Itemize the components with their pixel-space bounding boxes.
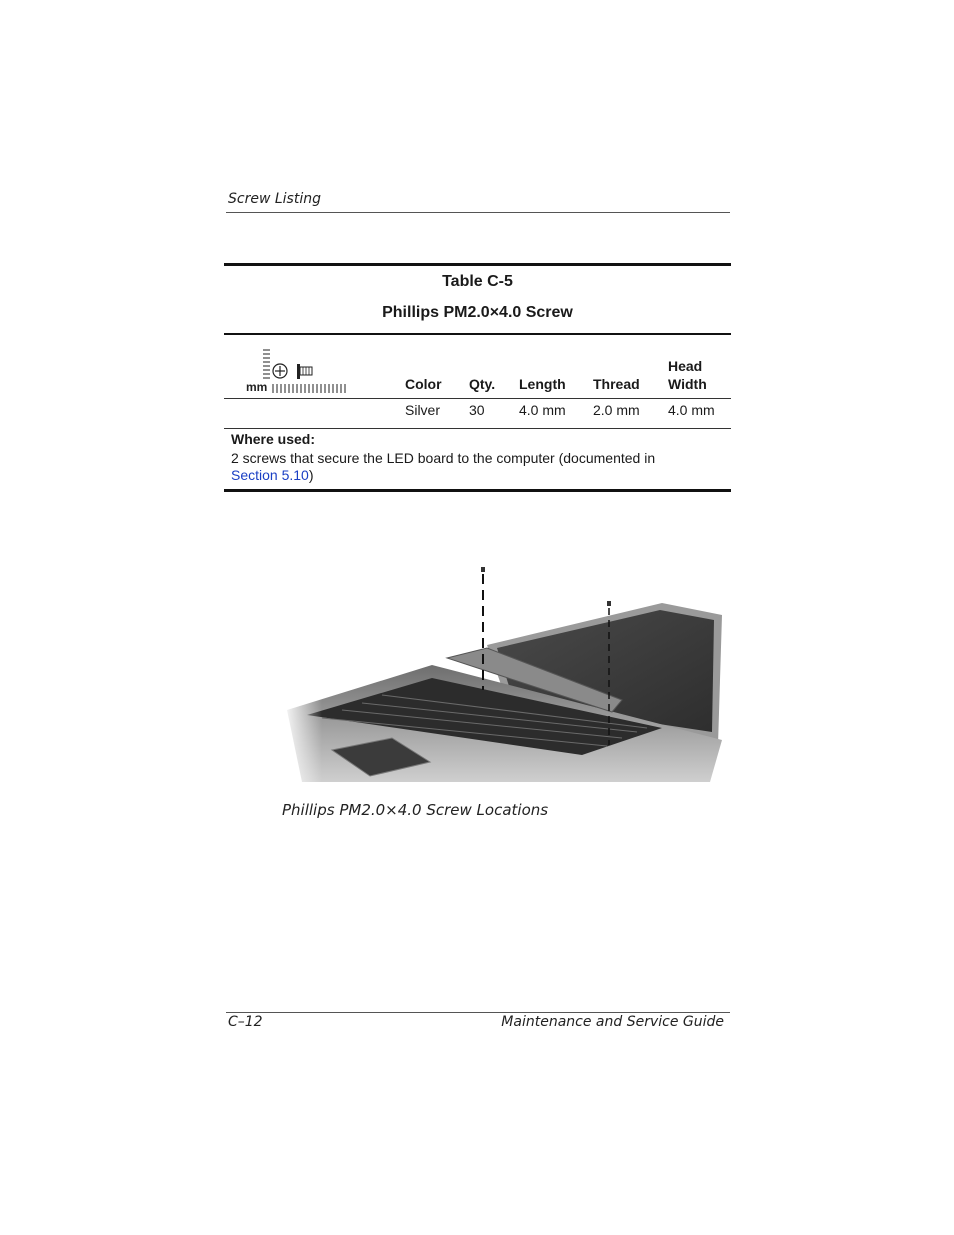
- where-used-text: [231, 450, 701, 484]
- screw-locations-illustration: [282, 560, 730, 782]
- header-rule: [226, 212, 730, 213]
- header-row-rule: [224, 398, 731, 399]
- col-header-color: Color: [405, 376, 442, 392]
- col-header-qty: Qty.: [469, 376, 496, 392]
- table-title: Phillips PM2.0×4.0 Screw: [382, 304, 573, 321]
- table-title-rule: [224, 333, 731, 335]
- table-bottom-rule: [224, 489, 731, 492]
- col-header-thread: Thread: [593, 376, 640, 392]
- running-header: Screw Listing: [228, 191, 321, 207]
- page-number: C–12: [228, 1014, 263, 1030]
- cell-color: Silver: [405, 402, 441, 418]
- where-used-description: 2 screws that secure the LED board to the computer (documented in: [231, 450, 656, 466]
- cell-head-width: 4.0 mm: [668, 402, 715, 418]
- cell-qty: 30: [469, 402, 485, 418]
- cell-length: 4.0 mm: [519, 402, 566, 418]
- screw-scale-icon: [244, 346, 354, 396]
- col-header-head: Head: [668, 358, 703, 374]
- where-used-label: Where used:: [231, 431, 316, 447]
- table-number: Table C-5: [442, 273, 513, 290]
- where-used-suffix: ): [308, 467, 314, 483]
- section-link[interactable]: Section 5.10: [231, 467, 309, 483]
- cell-thread: 2.0 mm: [593, 402, 640, 418]
- footer-rule: [226, 1012, 730, 1013]
- col-header-length: Length: [519, 376, 566, 392]
- col-header-width: Width: [668, 376, 707, 392]
- row-rule: [224, 428, 731, 429]
- screw-marker-1: [481, 567, 485, 690]
- scale-unit-label: mm: [246, 380, 268, 394]
- figure-caption: Phillips PM2.0×4.0 Screw Locations: [282, 801, 549, 819]
- footer-title: Maintenance and Service Guide: [501, 1014, 724, 1030]
- table-top-rule: [224, 263, 731, 266]
